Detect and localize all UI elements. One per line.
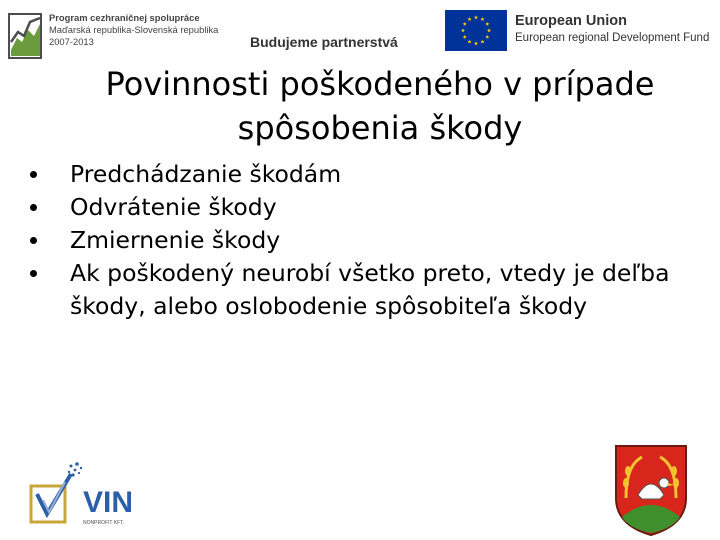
bullet-dot-icon — [30, 204, 37, 211]
bullet-text: Predchádzanie škodám — [70, 160, 342, 188]
bullet-item — [30, 158, 670, 191]
program-map-icon — [8, 12, 44, 60]
bullet-dot-icon — [30, 171, 37, 178]
bullet-list — [30, 158, 670, 323]
vin-logo-name: VIN — [83, 486, 134, 519]
program-logo — [8, 12, 243, 62]
bullet-text: Odvrátenie škody — [70, 193, 277, 221]
bullet-text: Ak poškodený neurobí všetko preto, vtedy je deľba škody, alebo oslobodenie spôsobiteľa škody — [70, 259, 670, 320]
eu-flag-icon — [445, 10, 507, 51]
program-logo-line: Maďarská republika-Slovenská republika — [49, 24, 219, 35]
vin-logo — [25, 460, 155, 530]
bullet-dot-icon — [30, 270, 37, 277]
eu-title: European Union — [515, 13, 627, 29]
bullet-text: Zmiernenie škody — [70, 226, 281, 254]
bullet-dot-icon — [30, 237, 37, 244]
vin-logo-tagline: NONPROFIT KFT. — [83, 520, 125, 526]
slide-title: Povinnosti poškodeného v prípade spôsobenia škody — [105, 65, 655, 147]
coat-of-arms-icon — [612, 443, 690, 538]
eu-subtitle: European regional Development Fund — [515, 32, 710, 44]
program-logo-line: Program cezhraničnej spolupráce — [49, 12, 200, 23]
bullet-item — [30, 191, 670, 224]
slogan: Budujeme partnerstvá — [250, 34, 398, 50]
program-logo-line: 2007-2013 — [49, 36, 94, 47]
bullet-item — [30, 224, 670, 257]
bullet-item — [30, 257, 670, 323]
